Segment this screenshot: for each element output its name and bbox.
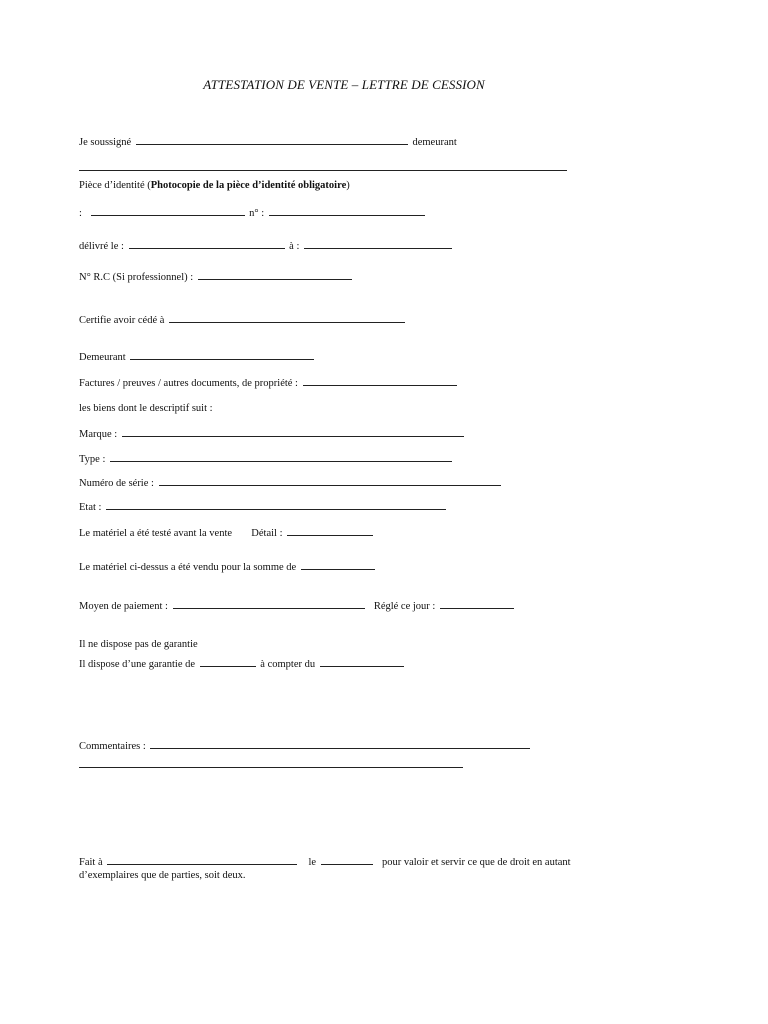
marque-line [79, 427, 466, 442]
biens-line [79, 402, 213, 416]
id-type-line [79, 206, 427, 221]
moyen-label: Moyen de paiement : [79, 601, 168, 612]
id-colon-label: : [79, 208, 82, 219]
demeurant-label: demeurant [412, 137, 457, 148]
id-number-label: n° : [249, 208, 265, 219]
guarantee-duration-field[interactable] [200, 657, 256, 667]
place-field[interactable] [107, 855, 297, 865]
buyer-line [79, 313, 407, 328]
biens-label: les biens dont le descriptif suit : [79, 403, 213, 414]
serie-label: Numéro de série : [79, 478, 154, 489]
marque-field[interactable] [122, 427, 464, 437]
issued-date-field[interactable] [129, 239, 285, 249]
le-label: le [308, 857, 317, 868]
price-field[interactable] [301, 560, 375, 570]
serie-line [79, 476, 503, 491]
etat-label: Etat : [79, 502, 102, 513]
buyer-demeurant-label: Demeurant [79, 352, 126, 363]
delivre-le-label: délivré le : [79, 241, 124, 252]
rc-label: N° R.C (Si professionnel) : [79, 272, 194, 283]
rc-field[interactable] [198, 270, 352, 280]
detail-label: Détail : [251, 528, 283, 539]
fait-a-label: Fait à [79, 857, 103, 868]
buyer-address-line [79, 350, 316, 365]
vendu-line [79, 560, 377, 575]
document-title: ATTESTATION DE VENTE – LETTRE DE CESSION [203, 77, 485, 92]
id-type-field[interactable] [91, 206, 245, 216]
payment-line [79, 599, 516, 614]
je-soussigne-label: Je soussigné [79, 137, 132, 148]
guarantee-start-field[interactable] [320, 657, 404, 667]
guarantee-label: Il dispose d’une garantie de [79, 659, 196, 670]
comments-line [79, 739, 532, 754]
id-piece-label: Pièce d’identité [79, 180, 145, 191]
id-piece-note: Photocopie de la pièce d’identité obligatoire [150, 180, 347, 191]
comments-field[interactable] [150, 739, 530, 749]
vendu-label: Le matériel ci-dessus a été vendu pour la somme de [79, 562, 297, 573]
id-number-field[interactable] [269, 206, 425, 216]
closing-line [79, 855, 571, 870]
payment-method-field[interactable] [173, 599, 365, 609]
etat-line [79, 500, 448, 515]
no-guarantee-line [79, 638, 198, 652]
seller-line [79, 135, 457, 150]
type-label: Type : [79, 454, 106, 465]
certifie-label: Certifie avoir cédé à [79, 315, 165, 326]
factures-label: Factures / preuves / autres documents, de propriété : [79, 378, 298, 389]
pour-valoir-label: pour valoir et servir ce que de droit en autant [381, 857, 571, 868]
buyer-address-field[interactable] [130, 350, 314, 360]
paid-date-field[interactable] [440, 599, 514, 609]
etat-field[interactable] [106, 500, 446, 510]
type-field[interactable] [110, 452, 452, 462]
date-field[interactable] [321, 855, 373, 865]
teste-label: Le matériel a été testé avant la vente [79, 528, 233, 539]
teste-line [79, 526, 375, 541]
seller-name-field[interactable] [136, 135, 408, 145]
exemplaires-label: d’exemplaires que de parties, soit deux. [79, 870, 246, 881]
issued-at-label: à : [289, 241, 300, 252]
factures-line [79, 376, 459, 391]
regle-label: Réglé ce jour : [373, 601, 436, 612]
serie-field[interactable] [159, 476, 501, 486]
comments-field-2[interactable] [79, 767, 463, 768]
marque-label: Marque : [79, 429, 118, 440]
guarantee-line [79, 657, 406, 672]
exemplaires-line [79, 869, 246, 883]
rc-line [79, 270, 354, 285]
issued-place-field[interactable] [304, 239, 452, 249]
buyer-name-field[interactable] [169, 313, 405, 323]
id-piece-line: Pièce d’identité (Photocopie de la pièce d’identité obligatoire) [79, 180, 350, 191]
id-issued-line [79, 239, 454, 254]
type-line [79, 452, 454, 467]
guarantee-from-label: à compter du [260, 659, 316, 670]
seller-address-field[interactable] [79, 170, 567, 171]
comments-label: Commentaires : [79, 741, 146, 752]
no-guarantee-label: Il ne dispose pas de garantie [79, 639, 198, 650]
detail-field[interactable] [287, 526, 373, 536]
factures-field[interactable] [303, 376, 457, 386]
